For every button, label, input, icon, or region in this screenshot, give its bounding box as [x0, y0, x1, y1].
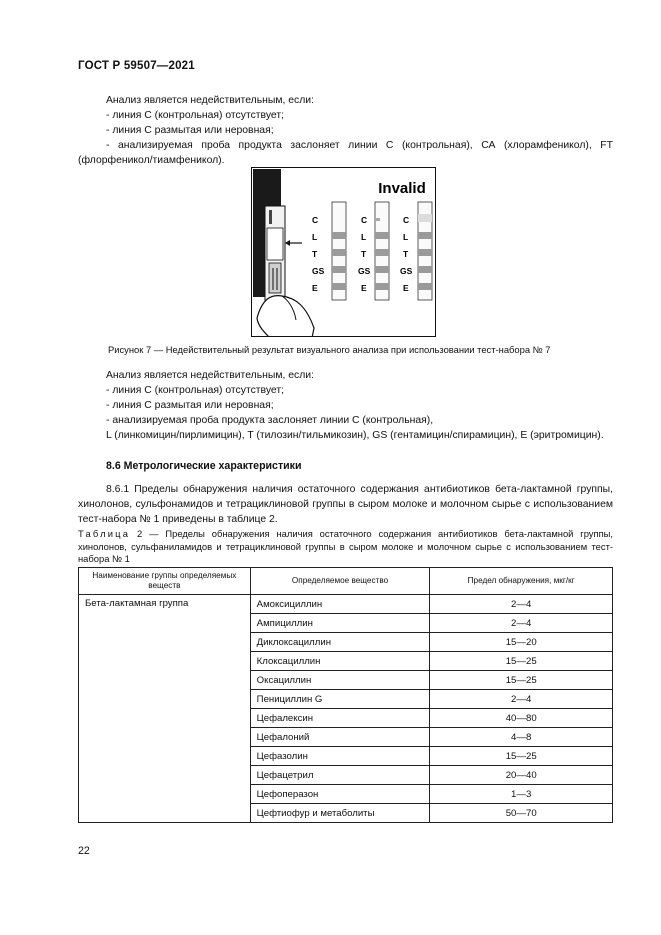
test-strips-illustration [252, 168, 436, 337]
paragraph-8-6-1 [78, 482, 613, 527]
list-item: - анализируемая проба продукта заслоняет линии С (контрольная), СА (хлорамфеникол), FT (флорфеникол/тиамфеникол). [78, 140, 613, 166]
substance-cell: Цефалоний [250, 728, 430, 747]
limit-cell: 50—70 [430, 804, 613, 823]
label-c: C [312, 215, 319, 225]
cassette-pad [269, 263, 281, 293]
table-header-row [79, 568, 613, 595]
limit-cell: 4—8 [430, 728, 613, 747]
substance-cell: Амоксициллин [250, 595, 430, 614]
label-l: L [403, 232, 409, 242]
substance-cell: Цефалексин [250, 709, 430, 728]
label-t: T [361, 249, 367, 259]
list-item: - линия С (контрольная) отсутствует; [106, 110, 284, 121]
label-gs: GS [312, 266, 325, 276]
table-caption-label: Таблица [78, 528, 131, 539]
substance-cell: Цефацетрил [250, 766, 430, 785]
limit-cell: 2—4 [430, 690, 613, 709]
table-row [79, 595, 613, 614]
label-t: T [312, 249, 318, 259]
document-id-header: ГОСТ Р 59507—2021 [78, 60, 195, 72]
group-cell: Бета-лактамная группа [79, 595, 251, 823]
limit-cell: 2—4 [430, 595, 613, 614]
figure-caption: Рисунок 7 — Недействительный результат визуального анализа при использовании тест-набора № 7 [108, 344, 551, 355]
label-l: L [312, 232, 318, 242]
label-e: E [403, 283, 409, 293]
substance-cell: Оксациллин [250, 671, 430, 690]
list-item: - линия С размытая или неровная; [106, 400, 274, 411]
limit-cell: 20—40 [430, 766, 613, 785]
limit-cell: 2—4 [430, 614, 613, 633]
table-caption [78, 528, 613, 566]
substance-cell: Цефтиофур и метаболиты [250, 804, 430, 823]
hand-illustration [257, 296, 314, 337]
header-substance: Определяемое вещество [250, 568, 430, 595]
invalid-conditions-1 [78, 93, 613, 168]
list-item: - линия С (контрольная) отсутствует; [106, 385, 284, 396]
list-item: - линия С размытая или неровная; [106, 125, 274, 136]
label-c: C [403, 215, 410, 225]
strip-2 [375, 202, 389, 300]
substance-cell: Пенициллин G [250, 690, 430, 709]
strip-1 [332, 202, 346, 300]
header-limit: Предел обнаружения, мкг/кг [430, 568, 613, 595]
label-gs: GS [400, 266, 413, 276]
figure-title: Invalid [378, 180, 426, 197]
cassette-mark [269, 210, 272, 224]
label-t: T [403, 249, 409, 259]
substance-cell: Цефоперазон [250, 785, 430, 804]
strip-3 [418, 202, 432, 300]
label-l: L [361, 232, 367, 242]
paragraph-intro: Анализ является недействительным, если: [106, 95, 314, 106]
substance-cell: Цефазолин [250, 747, 430, 766]
page-number: 22 [78, 845, 90, 857]
section-heading: 8.6 Метрологические характеристики [106, 460, 302, 472]
list-item: - анализируемая проба продукта заслоняет линии С (контрольная), [106, 415, 434, 426]
limit-cell: 15—25 [430, 671, 613, 690]
label-e: E [312, 283, 318, 293]
list-item-continuation: L (линкомицин/пирлимицин), T (тилозин/тильмикозин), GS (гентамицин/спирамицин), E (эритромицин). [106, 430, 604, 441]
detection-limits-table [78, 567, 613, 823]
limit-cell: 15—25 [430, 747, 613, 766]
limit-cell: 15—20 [430, 633, 613, 652]
invalid-conditions-2 [78, 368, 613, 443]
paragraph-text: 8.6.1 Пределы обнаружения наличия остаточного содержания антибиотиков бета-лактамной группы, хинолонов, сульфонамидов и тетрациклиновой группы в сыром молоке и молочном сырье с использованием тест-набора № 1 приведены в таблице 2. [78, 484, 613, 525]
substance-cell: Клоксациллин [250, 652, 430, 671]
label-c: C [361, 215, 368, 225]
label-gs: GS [358, 266, 371, 276]
limit-cell: 40—80 [430, 709, 613, 728]
label-e: E [361, 283, 367, 293]
table-caption-text: 2 — Пределы обнаружения наличия остаточного содержания антибиотиков бета-лактамной группы, хинолонов, сульфаниламидов и тетрациклиновой группы в сыром молоке и молочном сырье с использованием тест-набора № 1 [78, 528, 613, 564]
substance-cell: Ампициллин [250, 614, 430, 633]
limit-cell: 15—25 [430, 652, 613, 671]
cassette-window [267, 228, 283, 260]
invalid-result-figure [251, 167, 436, 337]
paragraph-intro: Анализ является недействительным, если: [106, 370, 314, 381]
header-group: Наименование группы определяемых веществ [79, 568, 251, 595]
limit-cell: 1—3 [430, 785, 613, 804]
substance-cell: Диклоксациллин [250, 633, 430, 652]
